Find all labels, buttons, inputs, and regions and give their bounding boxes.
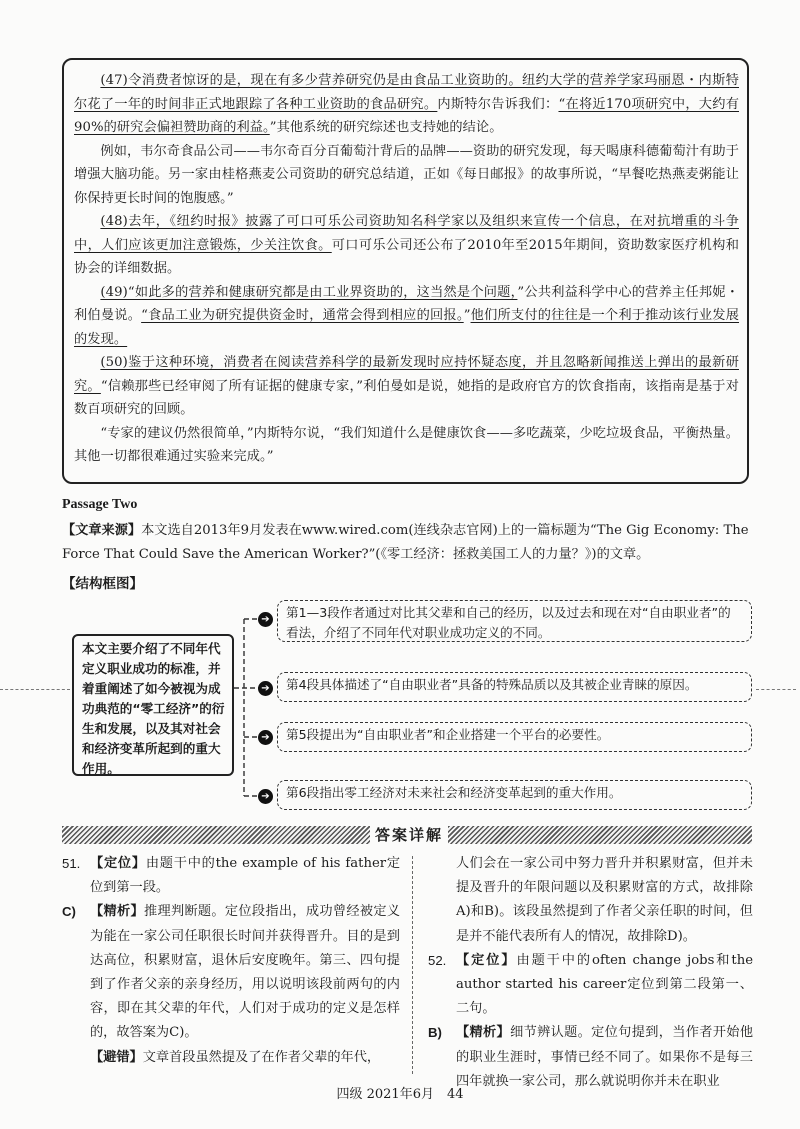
translation-paragraph-47: [74, 69, 739, 140]
translation-paragraph-example: [74, 140, 739, 211]
translation-segment: ”: [463, 308, 471, 323]
entry-text: 细节辨认题。定位句提到，当作者开始他的职业生涯时，事情已经不同了。如果你不是每三四年就换一家公司，那么就说明你并未在职业: [456, 1025, 754, 1089]
question-number: 51.: [62, 856, 81, 871]
entry-tag: 【避错】: [90, 1049, 143, 1065]
structure-point-3: 第5段提出为“自由职业者”和企业搭建一个平台的必要性。: [277, 722, 752, 752]
source-label: 【文章来源】: [62, 523, 142, 538]
question-number: 52.: [428, 952, 447, 968]
entry-text: 由题干中的the example of his father定位到第一段。: [90, 856, 401, 896]
article-source: [62, 519, 752, 567]
answer-choice: C): [62, 904, 76, 920]
translation-segment: ”其他系统的研究综述也支持她的结论。: [269, 120, 503, 135]
entry-tag: 【精析】: [456, 1025, 511, 1041]
underlined-translation-segment: “在将近170项研究中，大约有90%的研究会偏袒赞助商的利益。: [74, 96, 739, 135]
structure-frame-label: 【结构框图】: [62, 576, 143, 592]
answers-left-column: [62, 852, 400, 1070]
margin-dash-right: [756, 689, 796, 690]
structure-point-1: 第1—3段作者通过对比其父辈和自己的经历，以及过去和现在对“自由职业者”的看法，介绍了不同年代对职业成功定义的不同。: [277, 600, 752, 642]
translation-segment: 例如，韦尔奇食品公司——韦尔奇百分百葡萄汁背后的品牌——资助的研究发现，每天喝康科德葡萄汁有助于增强大脑功能。另一家由桂格燕麦公司资助的研究总结道，正如《每日邮报》的故事所说，“早餐吃热燕麦粥能让你保持更长时间的饱腹感。”: [74, 143, 739, 206]
source-text: 本文选自2013年9月发表在www.wired.com(连线杂志官网)上的一篇标题为“The Gig Economy: The Force That Could Save the American Worker?”(《零工经济：拯救美国工人的力量？》)的文章。: [62, 523, 749, 562]
entry-text: 由题干中的often change jobs和the author started his career定位到第二段第一、二句。: [456, 952, 754, 1017]
arrow-right-icon: ➔: [258, 789, 273, 804]
answer-entry: [62, 852, 400, 900]
underlined-translation-segment: (50)鉴于这种环境，消费者在阅读营养科学的最新发现时应持怀疑态度，并且忽略新闻推送上弹出的最新研究。: [74, 355, 739, 394]
answer-continuation: 人们会在一家公司中努力晋升并积累财富，但并未提及晋升的年限问题以及积累财富的方式，故排除A)和B)。该段虽然提到了作者父亲任职的时间，但是并不能代表所有人的情况，故排除D)。: [456, 856, 753, 944]
entry-text: 文章首段虽然提及了在作者父辈的年代，: [142, 1049, 381, 1065]
arrow-right-icon: ➔: [258, 730, 273, 745]
underlined-translation-segment: (47)令消费者惊讶的是，现在有多少营养研究仍是由食品工业资助的。纽约大学的营养学家玛丽恩・内斯特尔花了一年的时间非正式地跟踪了各种工业资助的食品研究。: [74, 73, 739, 112]
translation-segment: 内斯特尔告诉我们：: [437, 96, 559, 112]
passage-title: Passage Two: [62, 497, 138, 512]
column-divider: [412, 856, 413, 1074]
structure-point-4: 第6段指出零工经济对未来社会和经济变革起到的重大作用。: [277, 780, 752, 810]
underlined-translation-segment: (49)“如此多的营养和健康研究都是由工业界资助的，这当然是个问题，: [100, 284, 518, 300]
structure-summary-box: 本文主要介绍了不同年代定义职业成功的标准，并着重阐述了如今被视为成功典范的“零工经济”的衍生和发展，以及其对社会和经济变革所起到的重大作用。: [72, 634, 234, 776]
translation-box: [62, 58, 749, 484]
entry-text: 推理判断题。定位段指出，成功曾经被定义为能在一家公司任职很长时间并获得晋升。目的是到达高位，积累财富，退休后安度晚年。第三、四句提到了作者父亲的亲身经历，用以说明该段前两句的内容，即在其父辈的年代，人们对于成功的定义是怎样的，故答案为C)。: [90, 904, 401, 1041]
underlined-translation-segment: 他们所支付的往往是一个利于推动该行业发展的发现。: [74, 308, 740, 347]
translation-segment: ”公共利益科学中心的营养主任邦妮・利伯曼说。: [74, 284, 739, 323]
underlined-translation-segment: (48)去年，《纽约时报》披露了可口可乐公司资助知名科学家以及组织来宣传一个信息，在对抗增重的斗争中，人们应该更加注意锻炼，少关注饮食。: [74, 214, 739, 253]
structure-point-2: 第4段具体描述了“自由职业者”具备的特殊品质以及其被企业青睐的原因。: [277, 672, 752, 702]
answer-entry: [428, 949, 753, 1022]
page-footer: 四级 2021年6月 44: [336, 1087, 464, 1102]
translation-paragraph-48: [74, 210, 739, 281]
translation-segment: “信赖那些已经审阅了所有证据的健康专家，”利伯曼如是说，她指的是政府官方的饮食指南，该指南是基于对数百项研究的回顾。: [74, 378, 740, 417]
margin-dash-left: [0, 689, 70, 690]
answer-entry: [62, 1046, 400, 1070]
answer-choice: B): [428, 1025, 442, 1041]
arrow-right-icon: ➔: [258, 681, 273, 696]
translation-segment: 可口可乐公司还公布了2010年至2015年期间，资助数家医疗机构和协会的详细数据。: [74, 237, 740, 276]
arrow-right-icon: ➔: [258, 612, 273, 627]
translation-paragraph-50: [74, 351, 739, 422]
answer-entry: [62, 900, 400, 1045]
translation-paragraph-49: [74, 281, 739, 352]
entry-tag: 【精析】: [90, 904, 144, 920]
translation-segment: “专家的建议仍然很简单，”内斯特尔说，“我们知道什么是健康饮食——多吃蔬菜，少吃垃圾食品，平衡热量。其他一切都很难通过实验来完成。”: [74, 425, 739, 464]
answers-right-column: [428, 852, 753, 1094]
underlined-translation-segment: “食品工业为研究提供资金时，通常会得到相应的回报。: [141, 308, 464, 323]
entry-tag: 【定位】: [90, 856, 146, 871]
translation-paragraph-quote: [74, 422, 739, 469]
answer-section-title: 答案详解: [370, 823, 448, 847]
entry-tag: 【定位】: [456, 952, 517, 968]
